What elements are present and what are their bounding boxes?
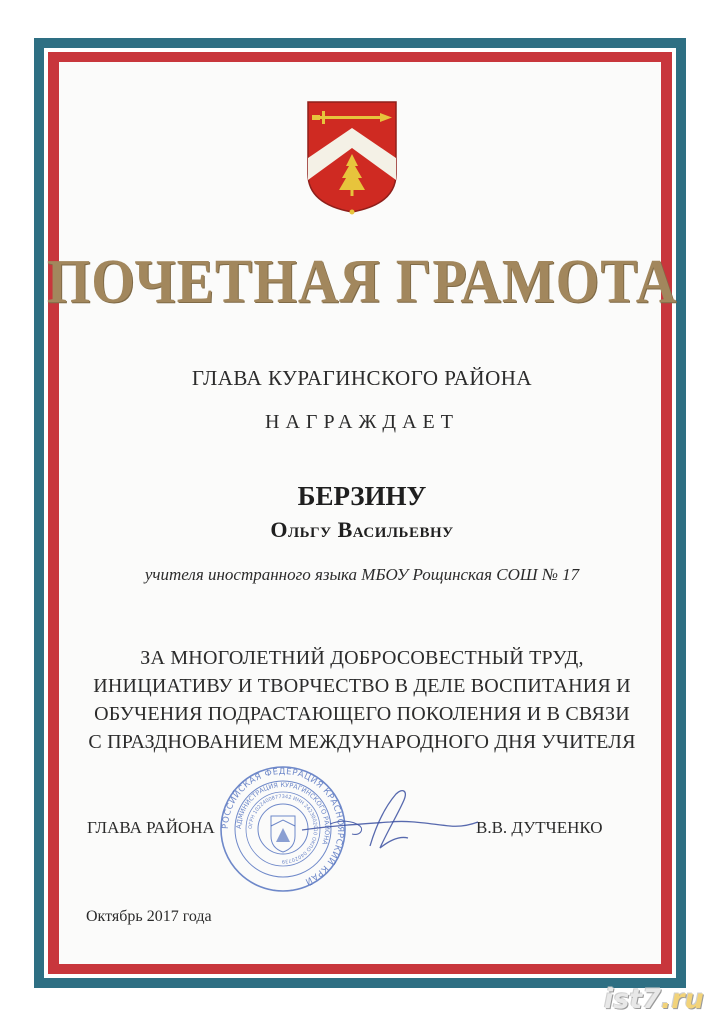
certificate-title: ПОЧЕТНАЯ ГРАМОТА xyxy=(46,247,678,317)
issuer-heading: ГЛАВА КУРАГИНСКОГО РАЙОНА xyxy=(191,366,533,390)
seal-middle-text: АДМИНИСТРАЦИЯ КУРАГИНСКОГО РАЙОНА xyxy=(234,780,332,846)
seal-outer-text: РОССИЙСКАЯ ФЕДЕРАЦИЯ КРАСНОЯРСКИЙ КРАЙ xyxy=(220,766,346,887)
reason-line: ОБУЧЕНИЯ ПОДРАСТАЮЩЕГО ПОКОЛЕНИЯ И В СВЯЗИ xyxy=(94,703,630,725)
issue-date: Октябрь 2017 года xyxy=(86,908,212,925)
site-watermark xyxy=(604,984,704,1015)
coat-of-arms-icon xyxy=(306,98,398,216)
watermark-main: ist7 xyxy=(604,984,662,1015)
reason-line: ИНИЦИАТИВУ И ТВОРЧЕСТВО В ДЕЛЕ ВОСПИТАНИЯ И xyxy=(93,675,631,697)
reason-line: ЗА МНОГОЛЕТНИЙ ДОБРОСОВЕСТНЫЙ ТРУД, xyxy=(140,647,584,669)
recipient-position: учителя иностранного языка МБОУ Рощинская СОШ № 17 xyxy=(144,565,580,584)
award-action: НАГРАЖДАЕТ xyxy=(265,411,459,433)
recipient-surname: БЕРЗИНУ xyxy=(297,481,427,511)
handwritten-signature-icon xyxy=(300,786,480,866)
watermark-suffix: .ru xyxy=(661,984,704,1015)
signer-title: ГЛАВА РАЙОНА xyxy=(87,818,215,837)
seal-inner-text: ОГРН 1022400877342 ИНН 2423002010 ОКПО 04020739 xyxy=(247,793,319,865)
signer-name: В.В. ДУТЧЕНКО xyxy=(476,818,603,837)
award-reason xyxy=(0,644,724,756)
recipient-given-names: Ольгу Васильевну xyxy=(270,517,454,542)
reason-line: С ПРАЗДНОВАНИЕМ МЕЖДУНАРОДНОГО ДНЯ УЧИТЕЛЯ xyxy=(88,731,636,753)
